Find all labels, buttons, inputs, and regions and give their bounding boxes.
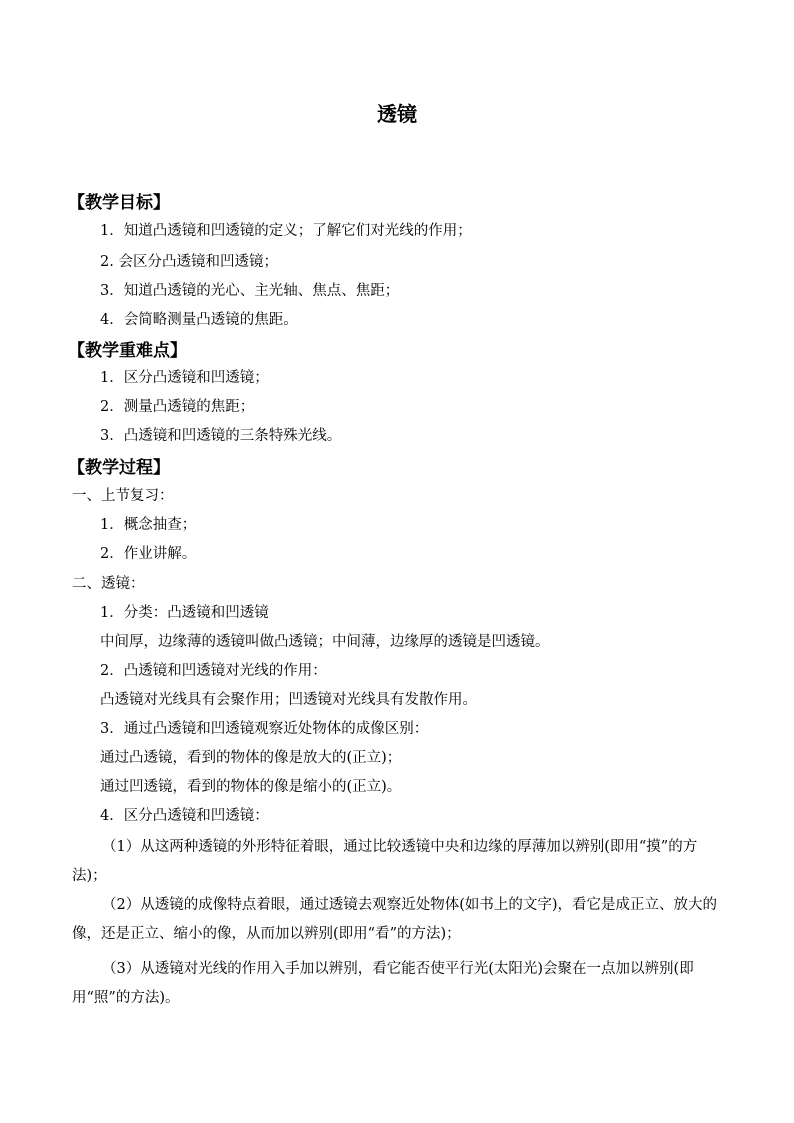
difficulty-item: 3．凸透镜和凹透镜的三条特殊光线。	[100, 428, 342, 444]
method-paragraph: （1）从这两种透镜的外形特征着眼，通过比较透镜中央和边缘的厚薄加以辨别(即用“摸”的方法)；	[72, 839, 698, 884]
lens-line: 3．通过凸透镜和凹透镜观察近处物体的成像区别：	[100, 721, 429, 737]
lens-line: 1．分类：凸透镜和凹透镜	[100, 605, 269, 621]
difficulty-item: 1．区分凸透镜和凹透镜；	[100, 370, 269, 386]
section-heading-goals: 【教学目标】	[68, 193, 170, 213]
lens-line: 通过凹透镜，看到的物体的像是缩小的(正立)。	[100, 779, 402, 795]
lens-line: 凸透镜对光线具有会聚作用；凹透镜对光线具有发散作用。	[100, 692, 477, 708]
page-title: 透镜	[377, 102, 417, 126]
review-item: 1．概念抽查；	[100, 517, 197, 533]
lens-line: 2．凸透镜和凹透镜对光线的作用：	[100, 663, 327, 679]
lens-line: 通过凸透镜，看到的物体的像是放大的(正立)；	[100, 750, 402, 766]
method-paragraph: （3）从透镜对光线的作用入手加以辨别，看它能否使平行光(太阳光)会聚在一点加以辨别(即用“照”的方法)。	[72, 961, 694, 1006]
review-item: 2．作业讲解。	[100, 546, 197, 562]
goal-item: 1．知道凸透镜和凹透镜的定义；了解它们对光线的作用；	[100, 223, 472, 239]
method-paragraph: （2）从透镜的成像特点着眼，通过透镜去观察近处物体(如书上的文字)，看它是成正立、放大的像，还是正立、缩小的像，从而加以辨别(即用“看”的方法)；	[72, 897, 718, 942]
goal-item: 3．知道凸透镜的光心、主光轴、焦点、焦距；	[100, 283, 400, 299]
lens-line: 中间厚，边缘薄的透镜叫做凸透镜；中间薄，边缘厚的透镜是凹透镜。	[100, 634, 550, 650]
goal-item: 2. 会区分凸透镜和凹透镜；	[100, 254, 278, 270]
lens-line: 4．区分凸透镜和凹透镜：	[100, 808, 269, 824]
section-heading-difficulties: 【教学重难点】	[68, 341, 187, 361]
subsection-heading-lens: 二、透镜：	[72, 576, 145, 592]
difficulty-item: 2．测量凸透镜的焦距；	[100, 399, 255, 415]
goal-item: 4．会简略测量凸透镜的焦距。	[100, 312, 298, 328]
section-heading-process: 【教学过程】	[68, 458, 170, 478]
subsection-heading-review: 一、上节复习：	[72, 488, 174, 504]
